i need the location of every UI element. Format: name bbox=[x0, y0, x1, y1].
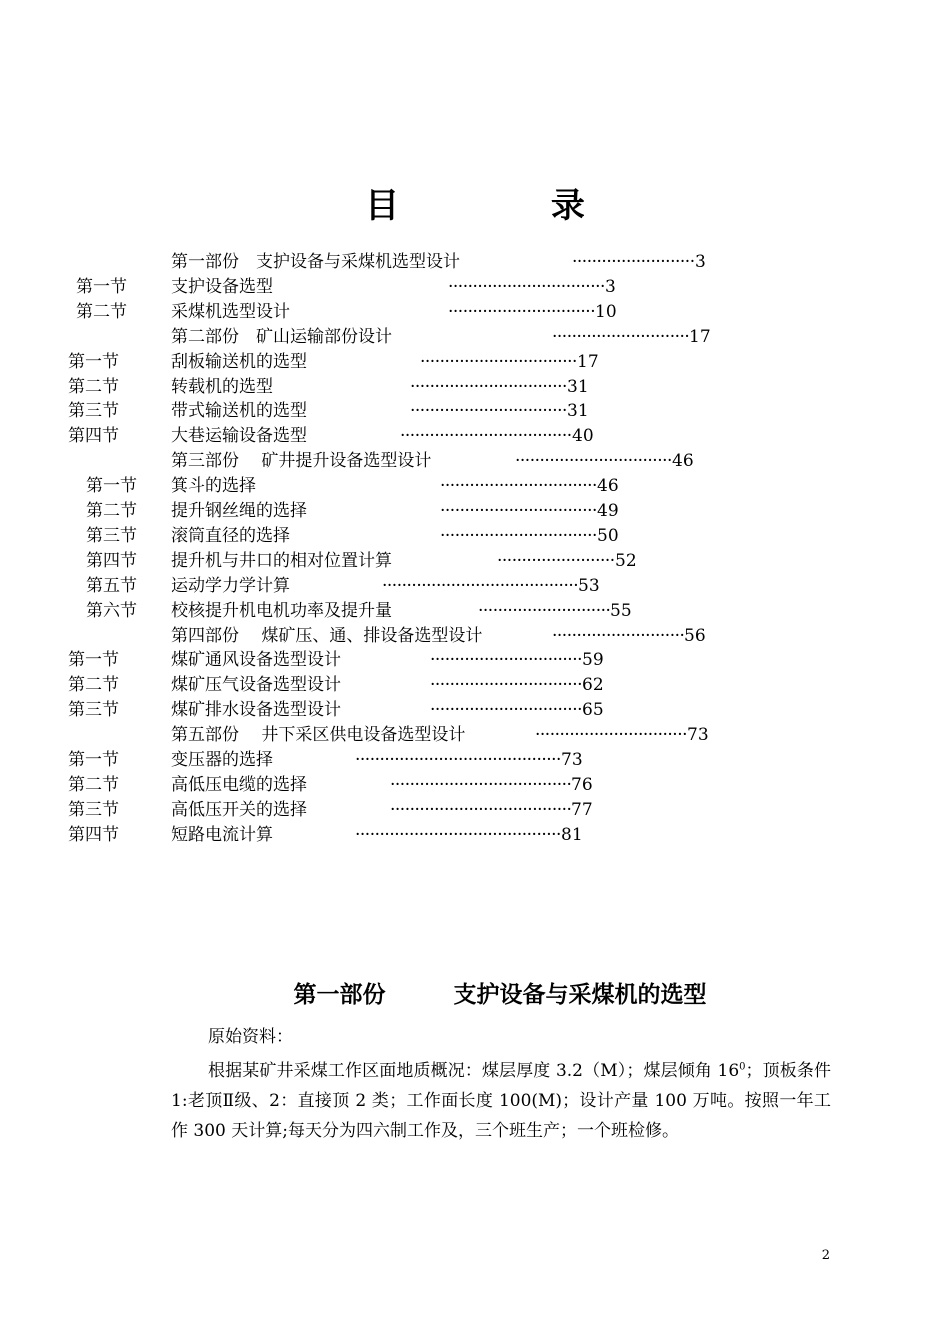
toc-leader-dots: ······························ bbox=[448, 301, 596, 322]
toc-page-number: 59 bbox=[582, 650, 604, 671]
toc-section-number: 第二节 bbox=[86, 501, 137, 521]
toc-entry-title: 第一部份 支护设备与采煤机选型设计 bbox=[171, 252, 460, 272]
toc-entry-title: 第四部份 煤矿压、通、排设备选型设计 bbox=[171, 625, 483, 646]
toc-section-number: 第四节 bbox=[86, 550, 137, 571]
toc-page-number: 62 bbox=[582, 675, 604, 696]
toc-page-number: 73 bbox=[687, 725, 709, 746]
toc-section-number: 第一节 bbox=[68, 750, 119, 770]
toc-section-number: 第一节 bbox=[68, 351, 119, 372]
toc-entry-title: 刮板输送机的选型 bbox=[171, 351, 307, 372]
toc-row[interactable] bbox=[0, 250, 950, 274]
toc-title: 目 录 bbox=[365, 186, 655, 226]
toc-page-number: 17 bbox=[689, 326, 711, 347]
toc-page-number: 56 bbox=[684, 625, 706, 646]
toc-section-number: 第二节 bbox=[76, 301, 127, 322]
toc-page-number: 31 bbox=[567, 401, 589, 422]
toc-section-number: 第三节 bbox=[86, 525, 137, 546]
toc-row[interactable] bbox=[0, 599, 950, 623]
toc-entry-title: 煤矿压气设备选型设计 bbox=[171, 675, 341, 696]
toc-row[interactable] bbox=[0, 300, 950, 324]
toc-row[interactable] bbox=[0, 549, 950, 573]
toc-page-number: 73 bbox=[561, 750, 583, 770]
toc-page-number: 50 bbox=[597, 525, 619, 546]
toc-row[interactable] bbox=[0, 624, 950, 648]
toc-section-number: 第一节 bbox=[86, 476, 137, 497]
toc-entry-title: 运动学力学计算 bbox=[171, 575, 290, 596]
toc-page-number: 76 bbox=[571, 774, 593, 795]
toc-leader-dots: ································ bbox=[515, 451, 672, 472]
toc-leader-dots: ································ bbox=[440, 525, 597, 546]
toc-leader-dots: ········································ bbox=[382, 575, 579, 596]
toc-row[interactable] bbox=[0, 748, 950, 772]
toc-section-number: 第三节 bbox=[68, 401, 119, 422]
toc-leader-dots: ···························· bbox=[552, 326, 690, 347]
toc-leader-dots: ····································· bbox=[390, 799, 572, 820]
toc-section-number: 第三节 bbox=[68, 799, 119, 820]
toc-page-number: 46 bbox=[672, 451, 694, 472]
toc-row[interactable] bbox=[0, 399, 950, 423]
toc-row[interactable] bbox=[0, 574, 950, 598]
part-heading-number: 第一部份 bbox=[293, 981, 386, 1008]
toc-entry-title: 支护设备选型 bbox=[171, 276, 273, 297]
source-label: 原始资料： bbox=[208, 1027, 293, 1047]
toc-entry-title: 采煤机选型设计 bbox=[171, 301, 290, 322]
toc-section-number: 第二节 bbox=[68, 376, 119, 397]
toc-row[interactable] bbox=[0, 375, 950, 399]
page-number: 2 bbox=[821, 1248, 830, 1263]
part-heading-title: 支护设备与采煤机的选型 bbox=[453, 981, 707, 1008]
toc-entry-title: 带式输送机的选型 bbox=[171, 401, 307, 422]
toc-row[interactable] bbox=[0, 325, 950, 349]
toc-row[interactable] bbox=[0, 275, 950, 299]
toc-leader-dots: ··································· bbox=[400, 426, 572, 447]
toc-leader-dots: ······························· bbox=[430, 650, 583, 671]
degree-superscript: 0 bbox=[739, 1061, 746, 1073]
toc-entry-title: 高低压开关的选择 bbox=[171, 799, 307, 820]
toc-entry-title: 滚筒直径的选择 bbox=[171, 525, 290, 546]
toc-leader-dots: ························· bbox=[572, 252, 695, 272]
toc-row[interactable] bbox=[0, 524, 950, 548]
toc-row[interactable] bbox=[0, 723, 950, 747]
toc-leader-dots: ································ bbox=[410, 401, 567, 422]
toc-row[interactable] bbox=[0, 424, 950, 448]
toc-leader-dots: ································ bbox=[420, 351, 577, 372]
toc-section-number: 第一节 bbox=[68, 650, 119, 671]
toc-section-number: 第二节 bbox=[68, 774, 119, 795]
toc-entry-title: 煤矿通风设备选型设计 bbox=[171, 650, 341, 671]
toc-entry-title: 第三部份 矿井提升设备选型设计 bbox=[171, 451, 432, 472]
toc-entry-title: 提升机与井口的相对位置计算 bbox=[171, 550, 392, 571]
toc-row[interactable] bbox=[0, 673, 950, 697]
toc-section-number: 第一节 bbox=[76, 276, 127, 297]
toc-page-number: 81 bbox=[561, 824, 583, 845]
toc-row[interactable] bbox=[0, 474, 950, 498]
paragraph-text-a: 根据某矿井采煤工作区面地质概况：煤层厚度 3.2（M）；煤层倾角 16 bbox=[208, 1061, 740, 1081]
toc-page-number: 3 bbox=[605, 276, 616, 297]
toc-page-number: 52 bbox=[615, 550, 637, 571]
toc-entry-title: 提升钢丝绳的选择 bbox=[171, 501, 307, 521]
toc-row[interactable] bbox=[0, 449, 950, 473]
toc-page-number: 65 bbox=[582, 700, 604, 721]
toc-leader-dots: ··························· bbox=[552, 625, 685, 646]
toc-leader-dots: ································ bbox=[440, 476, 597, 497]
toc-leader-dots: ························ bbox=[497, 550, 615, 571]
toc-row[interactable] bbox=[0, 823, 950, 847]
source-paragraph bbox=[171, 1056, 831, 1146]
toc-leader-dots: ····································· bbox=[390, 774, 572, 795]
toc-page-number: 40 bbox=[572, 426, 594, 447]
toc-leader-dots: ······························· bbox=[430, 675, 583, 696]
toc-page-number: 55 bbox=[610, 600, 632, 621]
toc-page-number: 31 bbox=[567, 376, 589, 397]
toc-row[interactable] bbox=[0, 648, 950, 672]
toc-row[interactable] bbox=[0, 499, 950, 523]
toc-leader-dots: ······························· bbox=[430, 700, 583, 721]
toc-entry-title: 箕斗的选择 bbox=[171, 476, 256, 497]
toc-entry-title: 大巷运输设备选型 bbox=[171, 426, 307, 447]
toc-section-number: 第六节 bbox=[86, 600, 137, 621]
toc-entry-title: 高低压电缆的选择 bbox=[171, 774, 307, 795]
toc-row[interactable] bbox=[0, 773, 950, 797]
toc-page-number: 53 bbox=[578, 575, 600, 596]
toc-leader-dots: ································ bbox=[410, 376, 567, 397]
toc-section-number: 第四节 bbox=[68, 426, 119, 447]
toc-leader-dots: ··························· bbox=[478, 600, 611, 621]
toc-section-number: 第四节 bbox=[68, 824, 119, 845]
toc-entry-title: 煤矿排水设备选型设计 bbox=[171, 700, 341, 721]
toc-row[interactable] bbox=[0, 350, 950, 374]
toc-entry-title: 第二部份 矿山运输部份设计 bbox=[171, 326, 392, 347]
toc-page-number: 49 bbox=[597, 501, 619, 521]
toc-leader-dots: ································ bbox=[440, 501, 597, 521]
toc-page-number: 3 bbox=[695, 252, 706, 272]
toc-entry-title: 转载机的选型 bbox=[171, 376, 273, 397]
paragraph-text-b: ；顶板条件 1:老顶Ⅱ级、2：直接顶 2 类；工作面长度 100(M)；设计产量 100 万吨。按照一年工作 300 天计算;每天分为四六制工作及，三个班生产；一个班检修。 bbox=[171, 1061, 831, 1141]
toc-row[interactable] bbox=[0, 698, 950, 722]
toc-page-number: 46 bbox=[597, 476, 619, 497]
toc-page-number: 17 bbox=[577, 351, 599, 372]
part-heading bbox=[0, 976, 950, 1009]
toc-entry-title: 第五部份 井下采区供电设备选型设计 bbox=[171, 725, 466, 746]
toc-section-number: 第五节 bbox=[86, 575, 137, 596]
toc-row[interactable] bbox=[0, 798, 950, 822]
toc-page-number: 77 bbox=[571, 799, 593, 820]
toc-page-number: 10 bbox=[595, 301, 617, 322]
toc-leader-dots: ······························· bbox=[535, 725, 688, 746]
toc-leader-dots: ·········································· bbox=[355, 824, 561, 845]
toc-entry-title: 变压器的选择 bbox=[171, 750, 273, 770]
toc-entry-title: 校核提升机电机功率及提升量 bbox=[171, 600, 392, 621]
toc-leader-dots: ································ bbox=[448, 276, 605, 297]
toc-leader-dots: ·········································· bbox=[355, 750, 561, 770]
toc-section-number: 第二节 bbox=[68, 675, 119, 696]
toc-entry-title: 短路电流计算 bbox=[171, 824, 273, 845]
toc-section-number: 第三节 bbox=[68, 700, 119, 721]
